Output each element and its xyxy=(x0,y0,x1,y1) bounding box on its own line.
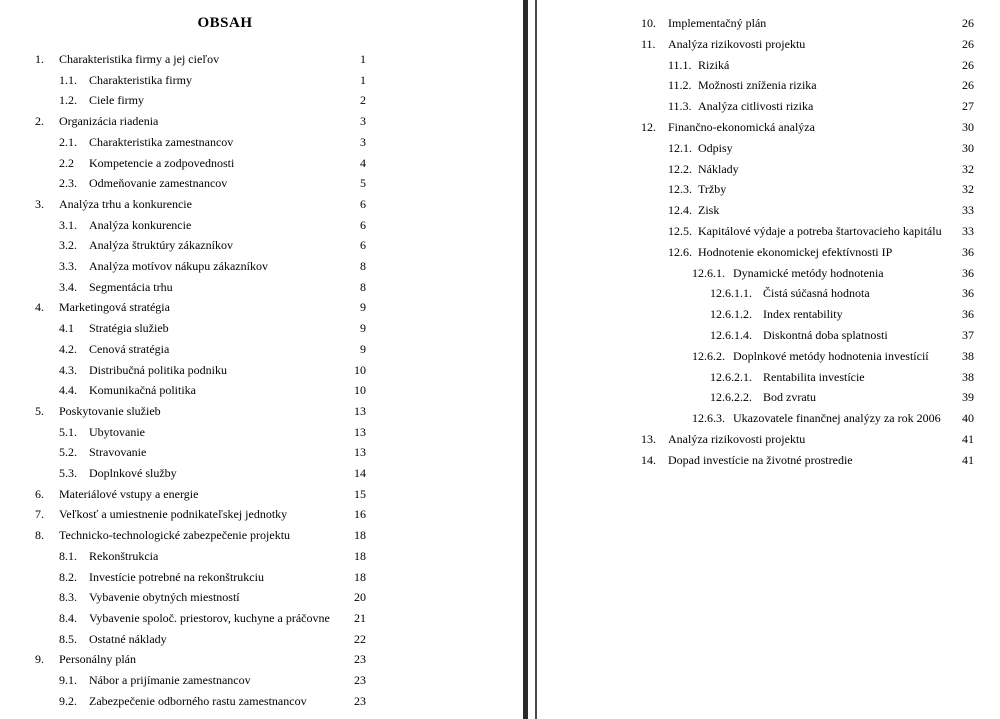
toc-entry xyxy=(0,91,523,109)
toc-entry-page: 16 xyxy=(354,507,366,522)
toc-entry-page: 26 xyxy=(962,36,974,51)
toc-entry xyxy=(537,368,1000,386)
toc-entry xyxy=(0,630,523,648)
toc-entry-title: Index rentability xyxy=(763,307,843,322)
toc-entry-page: 8 xyxy=(360,259,366,273)
toc-entry-number: 3. xyxy=(35,196,44,211)
toc-entry-page: 40 xyxy=(962,411,974,426)
toc-entry-title: Ubytovanie xyxy=(89,424,145,439)
toc-entry-title: Analýza motívov nákupu zákazníkov xyxy=(89,259,268,273)
toc-entry-number: 12.6.2.1. xyxy=(710,369,752,384)
toc-entry-number: 4.2. xyxy=(59,341,77,356)
toc-entry-page: 26 xyxy=(962,16,974,30)
toc-entry xyxy=(537,305,1000,323)
toc-entry xyxy=(537,160,1000,178)
toc-entry-number: 12.6.1. xyxy=(692,265,725,280)
toc-entry xyxy=(537,97,1000,115)
toc-entry-page: 26 xyxy=(962,78,974,93)
toc-entry xyxy=(0,133,523,151)
toc-entry-number: 12.6.1.2. xyxy=(710,307,752,322)
toc-entry xyxy=(537,243,1000,261)
toc-entry xyxy=(0,423,523,441)
toc-entry-page: 41 xyxy=(962,452,974,467)
toc-entry-number: 12.6.1.4. xyxy=(710,328,752,342)
toc-entry-title: Technicko-technologické zabezpečenie projektu xyxy=(59,528,291,543)
toc-entry-page: 33 xyxy=(962,203,974,218)
toc-entry-number: 12.2. xyxy=(668,161,692,176)
toc-entry-page: 2 xyxy=(360,93,366,108)
toc-entry-title: Doplnkové metódy hodnotenia investícií xyxy=(733,348,929,363)
toc-entry-page: 13 xyxy=(354,445,366,460)
toc-entry-page: 9 xyxy=(360,300,366,315)
toc-entry xyxy=(537,451,1000,469)
toc-entry xyxy=(0,50,523,68)
toc-entry xyxy=(0,195,523,213)
toc-entry-page: 23 xyxy=(354,673,366,687)
toc-entry xyxy=(0,174,523,192)
toc-entry-page: 6 xyxy=(360,217,366,232)
toc-entry-number: 2.1. xyxy=(59,134,77,149)
toc-entry xyxy=(0,278,523,296)
toc-entry-page: 22 xyxy=(354,631,366,646)
toc-entry-page: 30 xyxy=(962,120,974,134)
toc-entry-page: 38 xyxy=(962,348,974,363)
toc-entry-number: 8.3. xyxy=(59,590,77,605)
page-title: OBSAH xyxy=(197,15,253,31)
toc-entry xyxy=(537,180,1000,198)
toc-entry-page: 10 xyxy=(354,383,366,398)
toc-entry-page: 36 xyxy=(962,265,974,280)
toc-entry-title: Rekonštrukcia xyxy=(89,548,159,563)
toc-entry xyxy=(0,71,523,89)
toc-entry-title: Materiálové vstupy a energie xyxy=(59,486,199,501)
toc-entry-number: 12.5. xyxy=(668,224,692,238)
toc-entry-title: Bod zvratu xyxy=(763,390,816,405)
document-page-right xyxy=(537,0,1000,719)
toc-entry-number: 2.3. xyxy=(59,176,77,191)
toc-entry xyxy=(537,347,1000,365)
toc-entry xyxy=(0,588,523,606)
toc-entry-title: Ciele firmy xyxy=(89,93,144,108)
toc-entry xyxy=(0,568,523,586)
toc-entry-page: 18 xyxy=(354,528,366,543)
toc-entry-title: Segmentácia trhu xyxy=(89,279,173,294)
toc-entry xyxy=(0,257,523,275)
toc-entry-title: Charakteristika firmy xyxy=(89,72,192,87)
toc-entry-number: 3.2. xyxy=(59,238,77,253)
toc-entry-title: Možnosti zníženia rizika xyxy=(698,78,817,93)
toc-entry xyxy=(537,409,1000,427)
toc-entry xyxy=(0,216,523,234)
toc-entry-number: 1. xyxy=(35,52,44,66)
toc-entry xyxy=(537,76,1000,94)
toc-entry-page: 21 xyxy=(354,610,366,625)
toc-entry-number: 1.1. xyxy=(59,72,77,87)
toc-entry-title: Nábor a prijímanie zamestnancov xyxy=(89,673,251,687)
toc-entry-title: Analýza rizikovosti projektu xyxy=(668,432,806,446)
toc-entry-number: 2.2 xyxy=(59,155,74,170)
toc-entry-title: Marketingová stratégia xyxy=(59,300,170,315)
toc-entry-page: 33 xyxy=(962,224,974,238)
toc-entry-number: 11.1. xyxy=(668,57,692,72)
toc-entry-title: Analýza trhu a konkurencie xyxy=(59,196,192,211)
toc-entry-title: Stratégia služieb xyxy=(89,321,169,336)
toc-entry xyxy=(0,671,523,689)
toc-entry-page: 5 xyxy=(360,176,366,191)
toc-entry-page: 36 xyxy=(962,286,974,301)
toc-entry xyxy=(0,650,523,668)
toc-entry-page: 32 xyxy=(962,182,974,197)
toc-entry-number: 4.1 xyxy=(59,321,74,336)
page-gutter xyxy=(523,0,537,719)
toc-entry-number: 12.4. xyxy=(668,203,692,218)
toc-entry-number: 12.3. xyxy=(668,182,692,197)
toc-entry-title: Čistá súčasná hodnota xyxy=(763,286,870,301)
toc-entry-number: 5. xyxy=(35,403,44,418)
toc-entry xyxy=(0,298,523,316)
toc-entry-number: 11.3. xyxy=(668,99,692,114)
toc-entry-page: 15 xyxy=(354,486,366,501)
toc-entry xyxy=(0,464,523,482)
toc-entry-title: Diskontná doba splatnosti xyxy=(763,328,888,342)
toc-entry-title: Dynamické metódy hodnotenia xyxy=(733,265,884,280)
toc-entry-page: 9 xyxy=(360,321,366,336)
toc-entry xyxy=(537,139,1000,157)
toc-entry-number: 14. xyxy=(641,452,656,467)
toc-entry xyxy=(537,14,1000,32)
toc-entry-title: Cenová stratégia xyxy=(89,341,170,356)
toc-entry-page: 38 xyxy=(962,369,974,384)
toc-entry-number: 3.4. xyxy=(59,279,77,294)
toc-entry-number: 11.2. xyxy=(668,78,692,93)
toc-entry-title: Poskytovanie služieb xyxy=(59,403,161,418)
toc-entry-number: 3.1. xyxy=(59,217,77,232)
toc-entry xyxy=(0,112,523,130)
toc-entry xyxy=(0,547,523,565)
toc-entry-number: 2. xyxy=(35,114,44,129)
toc-entry-page: 13 xyxy=(354,424,366,439)
toc-entry-number: 4.3. xyxy=(59,362,77,377)
toc-entry-number: 12. xyxy=(641,120,656,134)
toc-entry-page: 18 xyxy=(354,548,366,563)
toc-entry-page: 14 xyxy=(354,466,366,480)
toc-entry xyxy=(537,118,1000,136)
toc-entry-title: Charakteristika firmy a jej cieľov xyxy=(59,52,220,66)
toc-entry-number: 9.2. xyxy=(59,693,77,708)
toc-entry xyxy=(537,222,1000,240)
toc-entry-page: 3 xyxy=(360,134,366,149)
toc-entry-page: 18 xyxy=(354,569,366,584)
toc-entry-page: 41 xyxy=(962,432,974,446)
toc-entry-number: 8.4. xyxy=(59,610,77,625)
toc-entry xyxy=(537,326,1000,344)
toc-entry-title: Odpisy xyxy=(698,140,733,155)
toc-entry-page: 1 xyxy=(360,52,366,66)
toc-entry xyxy=(0,692,523,710)
toc-entry-number: 5.1. xyxy=(59,424,77,439)
toc-entry xyxy=(537,284,1000,302)
toc-entry-number: 1.2. xyxy=(59,93,77,108)
toc-entry-page: 8 xyxy=(360,279,366,294)
toc-entry-page: 26 xyxy=(962,57,974,72)
toc-entry-number: 12.6.1.1. xyxy=(710,286,752,301)
toc-entry-page: 1 xyxy=(360,72,366,87)
toc-entry-title: Doplnkové služby xyxy=(89,466,177,480)
toc-entry-title: Kapitálové výdaje a potreba štartovacieho kapitálu xyxy=(698,224,942,238)
toc-entry xyxy=(537,56,1000,74)
toc-entry-page: 37 xyxy=(962,328,974,342)
toc-entry-page: 6 xyxy=(360,238,366,253)
toc-entry-title: Investície potrebné na rekonštrukciu xyxy=(89,569,264,584)
toc-entry xyxy=(537,264,1000,282)
toc-entry-title: Analýza citlivosti rizika xyxy=(698,99,814,114)
toc-entry-title: Organizácia riadenia xyxy=(59,114,159,129)
toc-entry xyxy=(0,609,523,627)
toc-entry-number: 12.6.3. xyxy=(692,411,725,426)
toc-entry-title: Rentabilita investície xyxy=(763,369,865,384)
toc-entry-number: 12.6.2.2. xyxy=(710,390,752,405)
toc-entry-page: 30 xyxy=(962,140,974,155)
toc-entry-page: 6 xyxy=(360,196,366,211)
toc-entry xyxy=(0,402,523,420)
toc-entry xyxy=(537,430,1000,448)
toc-entry-number: 11. xyxy=(641,36,656,51)
toc-entry-number: 8.2. xyxy=(59,569,77,584)
toc-entry-page: 3 xyxy=(360,114,366,129)
toc-entry-title: Zabezpečenie odborného rastu zamestnancov xyxy=(89,693,307,708)
toc-entry-title: Dopad investície na životné prostredie xyxy=(668,452,853,467)
toc-entry-title: Komunikačná politika xyxy=(89,383,196,398)
toc-entry-title: Odmeňovanie zamestnancov xyxy=(89,176,228,191)
toc-entry-number: 3.3. xyxy=(59,259,77,273)
toc-entry-title: Implementačný plán xyxy=(668,16,767,30)
toc-entry-title: Tržby xyxy=(698,182,727,197)
toc-entry-number: 6. xyxy=(35,486,44,501)
toc-entry xyxy=(0,526,523,544)
toc-entry-number: 5.2. xyxy=(59,445,77,460)
toc-entry-title: Kompetencie a zodpovednosti xyxy=(89,155,235,170)
toc-entry-title: Charakteristika zamestnancov xyxy=(89,134,234,149)
toc-entry xyxy=(0,361,523,379)
toc-entry xyxy=(0,236,523,254)
toc-entry-number: 13. xyxy=(641,432,656,446)
toc-entry xyxy=(0,485,523,503)
toc-entry xyxy=(0,505,523,523)
toc-entry-number: 10. xyxy=(641,16,656,30)
toc-entry-title: Zisk xyxy=(698,203,720,218)
toc-entry-number: 8.1. xyxy=(59,548,77,563)
toc-entry xyxy=(0,319,523,337)
toc-entry-page: 10 xyxy=(354,362,366,377)
toc-entry xyxy=(0,154,523,172)
toc-entry-title: Ukazovatele finančnej analýzy za rok 2006 xyxy=(733,411,941,426)
toc-entry-number: 4. xyxy=(35,300,44,315)
toc-entry-title: Analýza štruktúry zákazníkov xyxy=(89,238,233,253)
toc-entry-title: Finančno-ekonomická analýza xyxy=(668,120,815,134)
toc-entry-number: 5.3. xyxy=(59,466,77,480)
toc-entry-title: Vybavenie spoloč. priestorov, kuchyne a práčovne xyxy=(89,610,330,625)
toc-entry xyxy=(537,35,1000,53)
toc-entry-title: Analýza konkurencie xyxy=(89,217,192,232)
toc-entry-page: 20 xyxy=(354,590,366,605)
toc-entry-number: 12.6. xyxy=(668,244,692,259)
toc-entry-page: 36 xyxy=(962,307,974,322)
toc-entry-title: Vybavenie obytných miestností xyxy=(89,590,240,605)
toc-entry-title: Distribučná politika podniku xyxy=(89,362,227,377)
toc-entry-number: 9. xyxy=(35,652,44,667)
toc-entry-page: 39 xyxy=(962,390,974,405)
toc-entry-number: 8. xyxy=(35,528,44,543)
toc-entry-title: Riziká xyxy=(698,57,730,72)
toc-entry-page: 9 xyxy=(360,341,366,356)
toc-entry-title: Ostatné náklady xyxy=(89,631,167,646)
toc-entry-page: 27 xyxy=(962,99,974,114)
toc-entry-page: 13 xyxy=(354,403,366,418)
toc-entry-number: 7. xyxy=(35,507,44,522)
toc-entry xyxy=(537,388,1000,406)
page-divider xyxy=(523,0,528,719)
toc-entry-number: 8.5. xyxy=(59,631,77,646)
toc-entry-title: Stravovanie xyxy=(89,445,147,460)
toc-entry xyxy=(0,443,523,461)
toc-entry-title: Personálny plán xyxy=(59,652,136,667)
toc-entry-number: 4.4. xyxy=(59,383,77,398)
toc-entry-page: 23 xyxy=(354,693,366,708)
toc-entry-page: 23 xyxy=(354,652,366,667)
toc-entry-title: Hodnotenie ekonomickej efektívnosti IP xyxy=(698,244,893,259)
toc-entry-title: Veľkosť a umiestnenie podnikateľskej jednotky xyxy=(59,507,288,522)
toc-entry xyxy=(537,201,1000,219)
toc-entry xyxy=(0,340,523,358)
toc-entry-number: 12.1. xyxy=(668,140,692,155)
toc-entry-page: 32 xyxy=(962,161,974,176)
toc-entry-title: Analýza rizikovosti projektu xyxy=(668,36,806,51)
toc-entry-page: 36 xyxy=(962,244,974,259)
toc-entry xyxy=(0,381,523,399)
toc-entry-number: 9.1. xyxy=(59,673,77,687)
toc-entry-page: 4 xyxy=(360,155,366,170)
toc-entry-number: 12.6.2. xyxy=(692,348,725,363)
toc-entry-title: Náklady xyxy=(698,161,739,176)
